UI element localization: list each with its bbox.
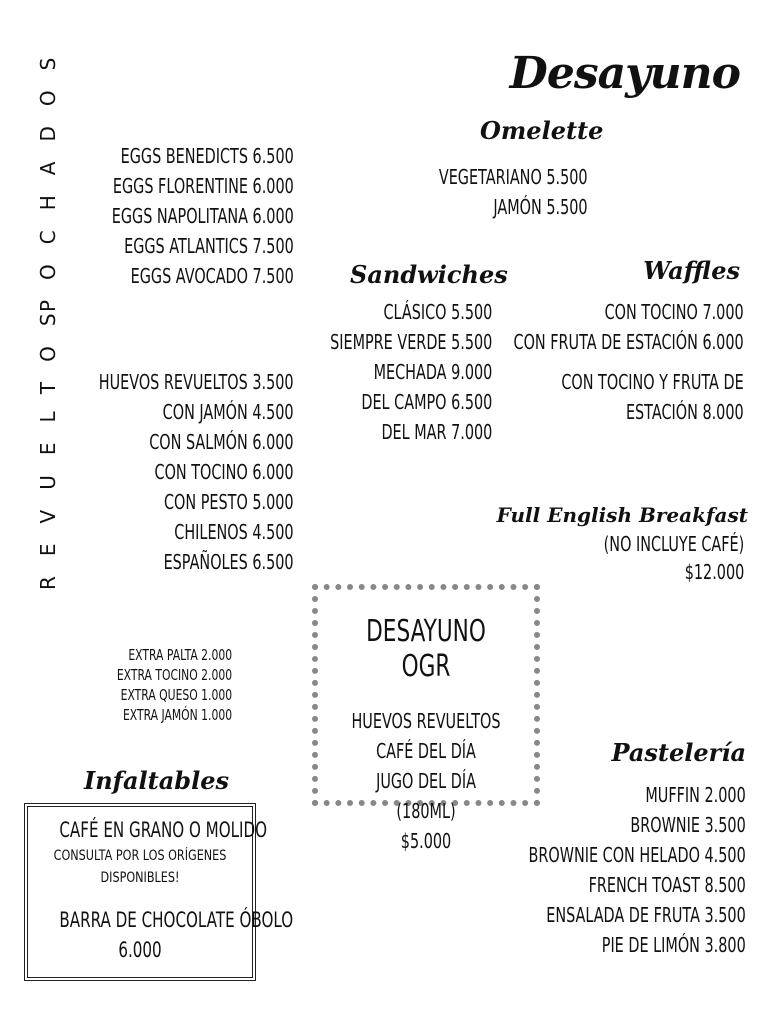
list-item: EXTRA JAMÓN 1.000 (122, 706, 232, 724)
list-item: EXTRA QUESO 1.000 (120, 686, 232, 704)
list-item: CAFÉ DEL DÍA (376, 739, 476, 763)
list-item: DEL MAR 7.000 (381, 420, 492, 444)
full-english-price: $12.000 (684, 560, 744, 584)
waffles-list (424, 297, 744, 427)
infaltables-coffee: CAFÉ EN GRANO O MOLIDO (59, 818, 268, 842)
list-item: PIE DE LIMÓN 3.800 (602, 933, 746, 957)
list-item: MUFFIN 2.000 (645, 783, 746, 807)
infaltables-box (24, 803, 294, 981)
list-item: CON TOCINO 6.000 (154, 460, 294, 484)
sandwiches-heading: Sandwiches (350, 260, 508, 289)
list-item: JAMÓN 5.500 (493, 195, 588, 219)
desayuno-ogr-price: $5.000 (400, 829, 452, 853)
list-item: DEL CAMPO 6.500 (361, 390, 492, 414)
list-item: CON TOCINO Y FRUTA DE (561, 370, 744, 394)
pochados-list (41, 141, 294, 291)
list-item: EGGS AVOCADO 7.500 (130, 264, 294, 288)
desayuno-ogr-title: DESAYUNO OGR (366, 614, 486, 684)
list-item: EGGS NAPOLITANA 6.000 (111, 204, 294, 228)
list-item: BROWNIE CON HELADO 4.500 (528, 843, 746, 867)
waffles-heading: Waffles (643, 256, 740, 285)
list-item: SIEMPRE VERDE 5.500 (329, 330, 492, 354)
list-item: CLÁSICO 5.500 (383, 300, 492, 324)
pasteleria-heading: Pastelería (611, 738, 746, 767)
list-item: HUEVOS REVUELTOS (351, 709, 501, 733)
list-item: VEGETARIANO 5.500 (439, 165, 588, 189)
pasteleria-list (444, 780, 746, 960)
omelette-heading: Omelette (480, 116, 604, 145)
infaltables-heading: Infaltables (84, 766, 229, 795)
revueltos-list (23, 367, 294, 577)
revueltos-label: REVUELTOS (36, 293, 60, 590)
list-item: ESPAÑOLES 6.500 (163, 550, 294, 574)
menu-title: Desayuno (509, 48, 740, 99)
list-item: CON PESTO 5.000 (164, 490, 294, 514)
list-item: EGGS ATLANTICS 7.500 (124, 234, 294, 258)
list-item: JUGO DEL DÍA (180ML) (376, 769, 476, 823)
list-item: CON TOCINO 7.000 (604, 300, 744, 324)
extras-list (72, 645, 232, 725)
full-english-details (549, 530, 744, 586)
infaltables-note: CONSULTA POR LOS ORÍGENES (53, 848, 227, 864)
list-item: MECHADA 9.000 (373, 360, 492, 384)
list-item: EGGS BENEDICTS 6.500 (120, 144, 294, 168)
list-item: HUEVOS REVUELTOS 3.500 (99, 370, 294, 394)
infaltables-note: DISPONIBLES! (100, 870, 180, 886)
list-item: BROWNIE 3.500 (630, 813, 746, 837)
full-english-heading: Full English Breakfast (496, 503, 748, 527)
list-item: EGGS FLORENTINE 6.000 (113, 174, 295, 198)
list-item: EXTRA PALTA 2.000 (128, 646, 232, 664)
desayuno-ogr-box (312, 584, 540, 853)
list-item: CON JAMÓN 4.500 (163, 400, 294, 424)
full-english-note: (NO INCLUYE CAFÉ) (603, 532, 744, 556)
infaltables-chocolate-price: 6.000 (118, 938, 162, 962)
list-item: CHILENOS 4.500 (174, 520, 294, 544)
omelette-list (381, 162, 588, 222)
list-item: EXTRA TOCINO 2.000 (116, 666, 232, 684)
pochados-label: POCHADOS (36, 37, 60, 312)
list-item: CON SALMÓN 6.000 (149, 430, 294, 454)
list-item: ENSALADA DE FRUTA 3.500 (546, 903, 746, 927)
list-item: CON FRUTA DE ESTACIÓN 6.000 (513, 330, 744, 354)
list-item: FRENCH TOAST 8.500 (588, 873, 746, 897)
infaltables-chocolate: BARRA DE CHOCOLATE ÓBOLO (59, 908, 294, 932)
list-item: ESTACIÓN 8.000 (626, 400, 744, 424)
